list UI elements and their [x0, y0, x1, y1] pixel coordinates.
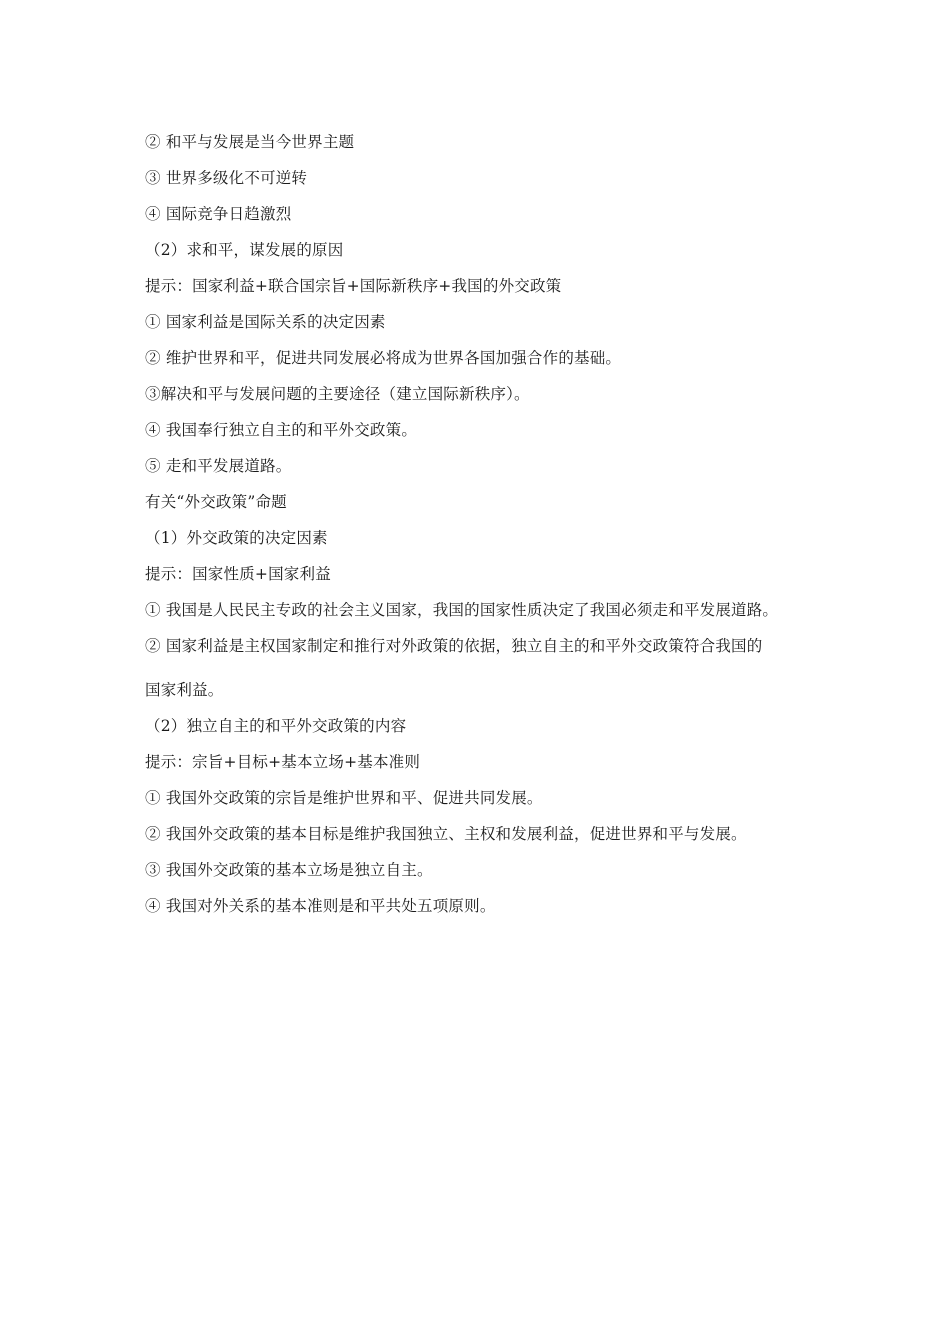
list-item: ② 维护世界和平，促进共同发展必将成为世界各国加强合作的基础。: [145, 349, 622, 367]
list-item: ② 国家利益是主权国家制定和推行对外政策的依据，独立自主的和平外交政策符合我国的: [145, 637, 763, 655]
hint-line: 提示：国家利益+联合国宗旨+国际新秩序+我国的外交政策: [145, 277, 562, 295]
hint-line: 提示：宗旨+目标+基本立场+基本准则: [145, 753, 421, 771]
list-item: ③ 我国外交政策的基本立场是独立自主。: [145, 861, 433, 879]
list-item: ③ 世界多级化不可逆转: [145, 169, 308, 187]
list-item: ① 我国是人民民主专政的社会主义国家，我国的国家性质决定了我国必须走和平发展道路。: [145, 601, 779, 619]
list-item: ② 我国外交政策的基本目标是维护我国独立、主权和发展利益，促进世界和平与发展。: [145, 825, 747, 843]
list-item-continuation: 国家利益。: [145, 681, 224, 699]
list-item: ④ 我国奉行独立自主的和平外交政策。: [145, 421, 418, 439]
topic-heading: 有关“外交政策”命题: [145, 493, 287, 511]
document-body: [145, 124, 825, 924]
list-item: ③解决和平与发展问题的主要途径（建立国际新秩序）。: [145, 385, 530, 403]
list-item: ④ 国际竞争日趋激烈: [145, 205, 292, 223]
list-item: ① 国家利益是国际关系的决定因素: [145, 313, 386, 331]
section-heading: （2）独立自主的和平外交政策的内容: [145, 717, 407, 735]
list-item: ⑤ 走和平发展道路。: [145, 457, 292, 475]
list-item: ④ 我国对外关系的基本准则是和平共处五项原则。: [145, 897, 496, 915]
section-heading: （1）外交政策的决定因素: [145, 529, 328, 547]
list-item: ② 和平与发展是当今世界主题: [145, 133, 355, 151]
hint-line: 提示：国家性质+国家利益: [145, 565, 331, 583]
list-item: ① 我国外交政策的宗旨是维护世界和平、促进共同发展。: [145, 789, 543, 807]
section-heading: （2）求和平，谋发展的原因: [145, 241, 344, 259]
